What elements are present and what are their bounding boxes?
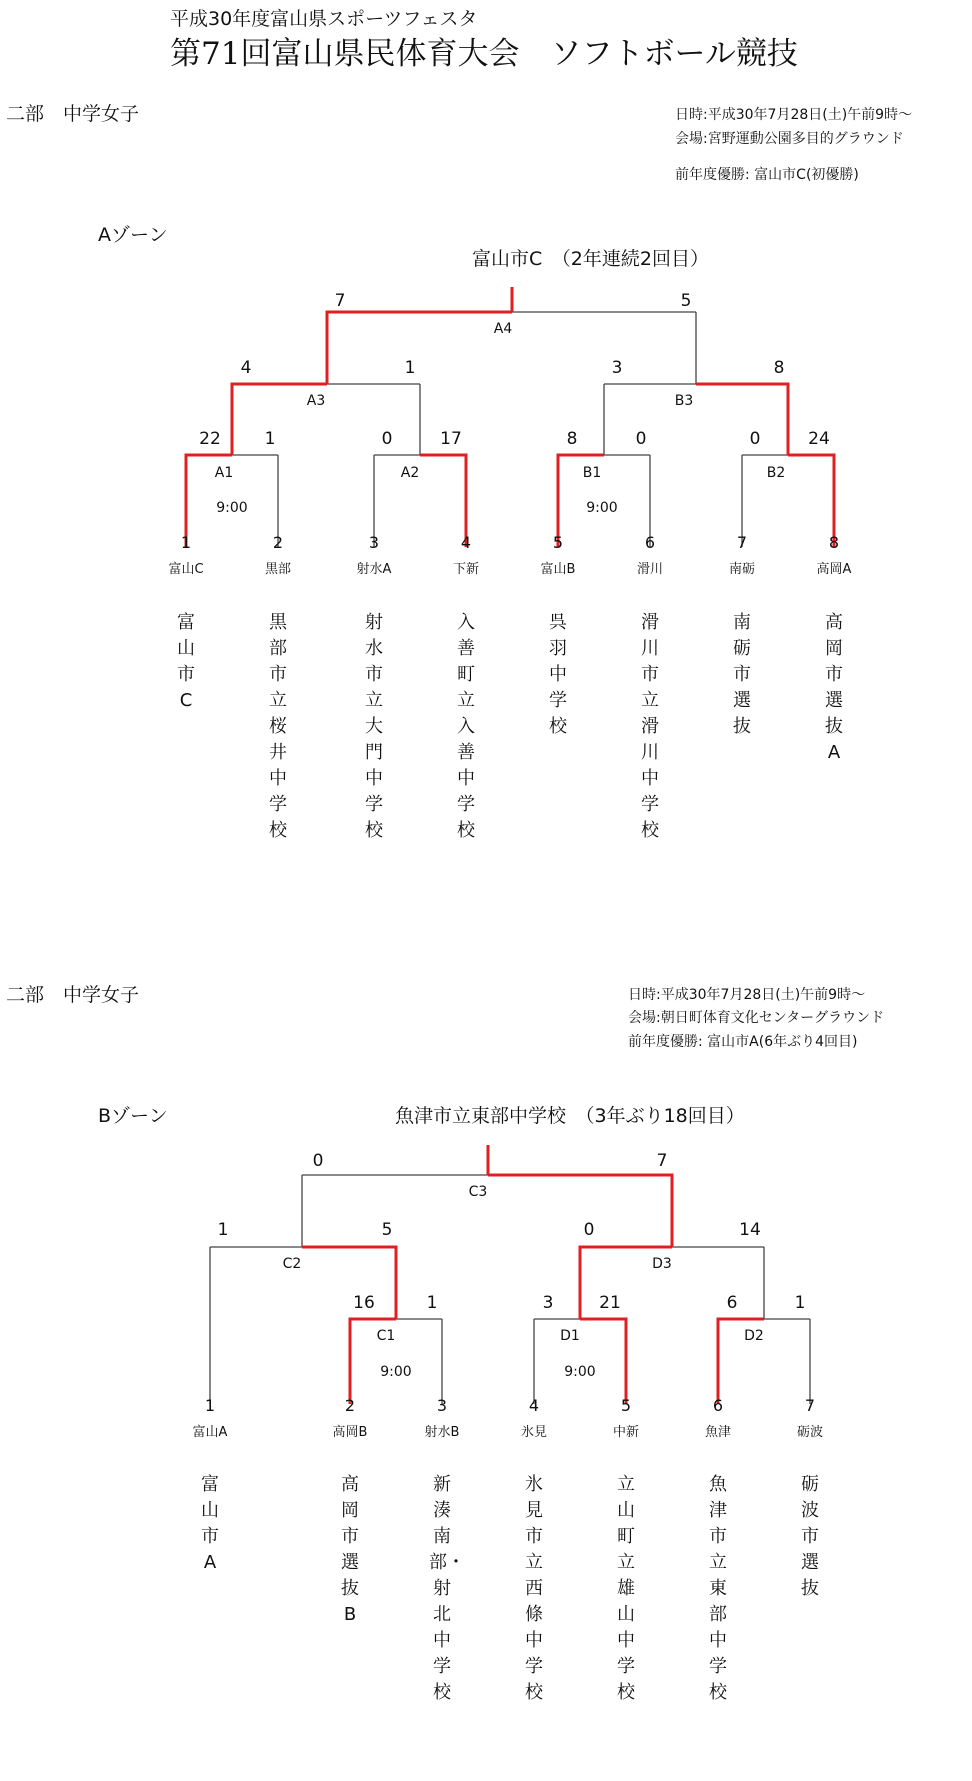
team-full-name: 南砺市選抜 — [733, 612, 751, 737]
a3-score-left: 4 — [240, 358, 252, 378]
team-full-name: 射水市立大門中学校 — [365, 612, 383, 841]
zone-b-previous-winner: 前年度優勝: 富山市A(6年ぶり4回目) — [628, 1034, 858, 1050]
c3-score-right: 7 — [656, 1151, 668, 1171]
match-c3-label: C3 — [468, 1184, 488, 1200]
zone-b-label: Bゾーン — [98, 1105, 168, 1127]
team-seed: 5 — [552, 533, 564, 552]
team-full-name: 滑川市立滑川中学校 — [641, 612, 659, 841]
a1-score-right: 1 — [264, 429, 276, 449]
a2-score-right: 17 — [440, 429, 462, 449]
match-d1-label: D1 — [560, 1328, 580, 1344]
match-c1-label: C1 — [376, 1328, 396, 1344]
team-abbr: 射水B — [424, 1425, 460, 1440]
team-full-name: 魚津市立東部中学校 — [709, 1474, 727, 1703]
zone-a-previous-winner: 前年度優勝: 富山市C(初優勝) — [675, 167, 859, 183]
a4-score-left: 7 — [334, 291, 346, 311]
zone-b-datetime: 日時:平成30年7月28日(土)午前9時～ — [628, 987, 866, 1003]
team-abbr: 滑川 — [636, 562, 663, 577]
d3-score-right: 14 — [739, 1220, 761, 1240]
team-full-name: 黒部市立桜井中学校 — [269, 612, 287, 841]
c2-score-left: 1 — [217, 1220, 229, 1240]
team-full-name: 新湊南部・射北中学校 — [429, 1474, 465, 1703]
team-full-name: 富山市C — [177, 612, 195, 711]
d1-score-right: 21 — [599, 1293, 621, 1313]
team-seed: 2 — [344, 1396, 356, 1415]
page-title: 第71回富山県民体育大会 ソフトボール競技 — [170, 36, 798, 72]
c3-score-left: 0 — [312, 1151, 324, 1171]
match-a1-time: 9:00 — [216, 500, 248, 516]
team-abbr: 富山A — [192, 1425, 228, 1440]
team-full-name: 高岡市選抜B — [341, 1474, 359, 1625]
match-b1-label: B1 — [582, 465, 602, 481]
match-b2-label: B2 — [766, 465, 786, 481]
team-seed: 4 — [460, 533, 472, 552]
match-a2-label: A2 — [400, 465, 420, 481]
team-abbr: 富山C — [168, 562, 204, 577]
team-abbr: 南砺 — [728, 562, 755, 577]
team-full-name: 高岡市選抜A — [825, 612, 843, 763]
zone-a-champion: 富山市C （2年連続2回目） — [472, 248, 709, 270]
match-d3-label: D3 — [652, 1256, 672, 1272]
team-seed: 2 — [272, 533, 284, 552]
team-abbr: 高岡A — [816, 562, 852, 577]
match-b1-time: 9:00 — [586, 500, 618, 516]
b1-score-right: 0 — [635, 429, 647, 449]
team-seed: 8 — [828, 533, 840, 552]
team-abbr: 下新 — [452, 562, 479, 577]
d3-score-left: 0 — [583, 1220, 595, 1240]
team-full-name: 呉羽中学校 — [549, 612, 567, 737]
zone-b-champion: 魚津市立東部中学校 （3年ぶり18回目） — [395, 1105, 745, 1127]
team-full-name: 氷見市立西條中学校 — [525, 1474, 543, 1703]
d1-score-left: 3 — [542, 1293, 554, 1313]
a1-score-left: 22 — [199, 429, 221, 449]
a4-score-right: 5 — [680, 291, 692, 311]
team-full-name: 富山市A — [201, 1474, 219, 1573]
team-abbr: 黒部 — [264, 562, 291, 577]
team-abbr: 射水A — [356, 562, 392, 577]
c1-score-left: 16 — [353, 1293, 375, 1313]
a2-score-left: 0 — [381, 429, 393, 449]
match-a1-label: A1 — [214, 465, 234, 481]
team-abbr: 高岡B — [332, 1425, 368, 1440]
match-d1-time: 9:00 — [564, 1364, 596, 1380]
b2-score-left: 0 — [749, 429, 761, 449]
team-seed: 7 — [736, 533, 748, 552]
team-abbr: 魚津 — [704, 1425, 731, 1440]
team-seed: 3 — [436, 1396, 448, 1415]
team-full-name: 入善町立入善中学校 — [457, 612, 475, 841]
team-full-name: 砺波市選抜 — [801, 1474, 819, 1599]
team-seed: 4 — [528, 1396, 540, 1415]
zone-b-venue: 会場:朝日町体育文化センターグラウンド — [628, 1010, 885, 1026]
match-a4-label: A4 — [493, 321, 513, 337]
zone-a-venue: 会場:宮野運動公園多目的グラウンド — [675, 131, 904, 147]
b2-score-right: 24 — [808, 429, 830, 449]
team-full-name: 立山町立雄山中学校 — [617, 1474, 635, 1703]
team-abbr: 砺波 — [796, 1425, 823, 1440]
team-abbr: 中新 — [612, 1425, 639, 1440]
match-b3-label: B3 — [674, 393, 694, 409]
d2-score-left: 6 — [726, 1293, 738, 1313]
team-abbr: 氷見 — [520, 1425, 547, 1440]
b3-score-left: 3 — [611, 358, 623, 378]
d2-score-right: 1 — [794, 1293, 806, 1313]
match-d2-label: D2 — [744, 1328, 764, 1344]
c1-score-right: 1 — [426, 1293, 438, 1313]
team-seed: 1 — [180, 533, 192, 552]
c2-score-right: 5 — [381, 1220, 393, 1240]
match-a3-label: A3 — [306, 393, 326, 409]
b1-score-left: 8 — [566, 429, 578, 449]
team-abbr: 富山B — [540, 562, 576, 577]
team-seed: 1 — [204, 1396, 216, 1415]
match-c1-time: 9:00 — [380, 1364, 412, 1380]
team-seed: 5 — [620, 1396, 632, 1415]
match-c2-label: C2 — [282, 1256, 302, 1272]
a3-score-right: 1 — [404, 358, 416, 378]
zone-a-label: Aゾーン — [98, 224, 168, 246]
team-seed: 6 — [644, 533, 656, 552]
team-seed: 7 — [804, 1396, 816, 1415]
zone-a-division: 二部 中学女子 — [6, 103, 140, 125]
b3-score-right: 8 — [773, 358, 785, 378]
team-seed: 6 — [712, 1396, 724, 1415]
event-subtitle: 平成30年度富山県スポーツフェスタ — [170, 8, 478, 30]
zone-b-division: 二部 中学女子 — [6, 984, 140, 1006]
zone-a-datetime: 日時:平成30年7月28日(土)午前9時～ — [675, 107, 913, 123]
team-seed: 3 — [368, 533, 380, 552]
